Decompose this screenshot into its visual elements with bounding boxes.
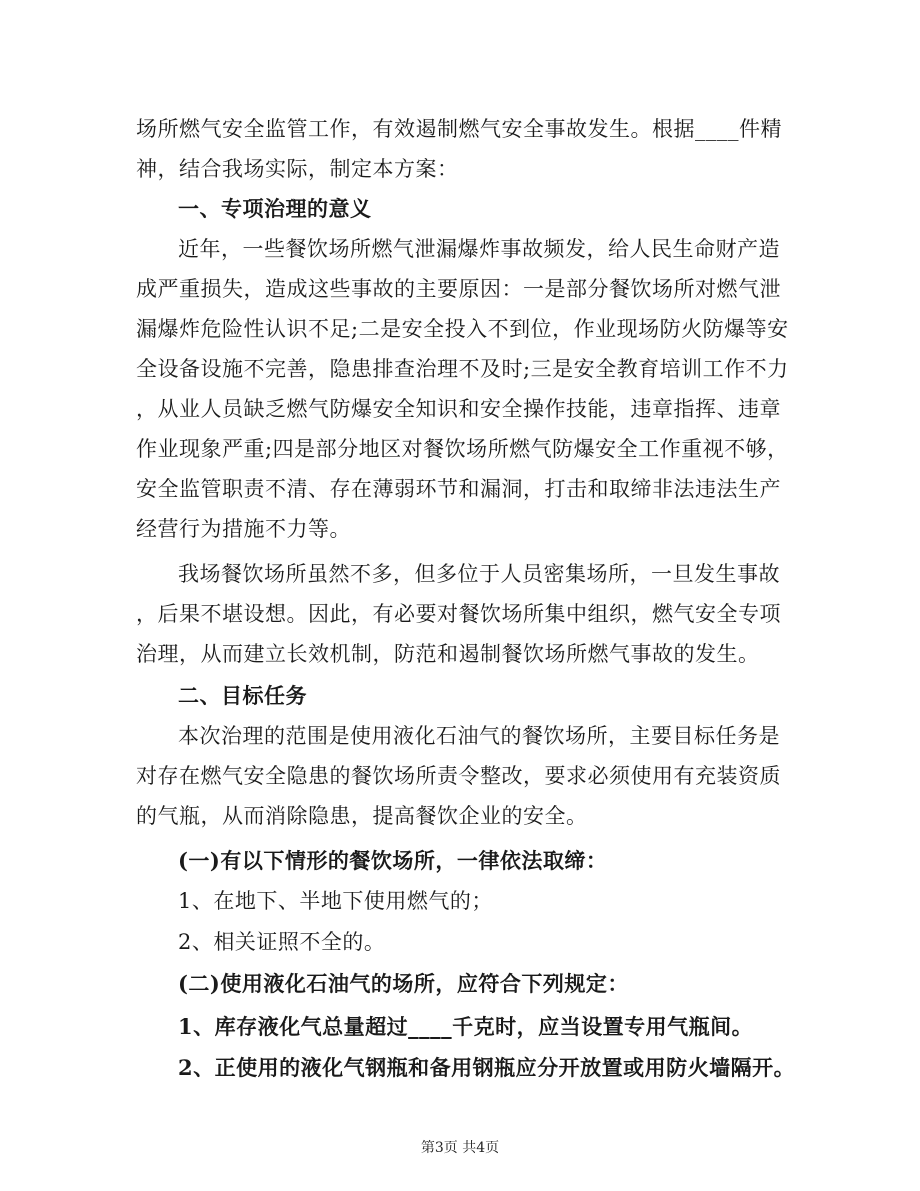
page-number: 第3页 共4页 [420, 1140, 500, 1156]
body-text-line: 漏爆炸危险性认识不足;二是安全投入不到位，作业现场防火防爆等安 [136, 317, 789, 341]
body-text-line: ，从业人员缺乏燃气防爆安全知识和安全操作技能，违章指挥、违章 [136, 397, 781, 421]
list-item: 1、在地下、半地下使用燃气的； [178, 889, 493, 913]
body-text-line: 场所燃气安全监管工作，有效遏制燃气安全事故发生。根据____件精 [136, 117, 782, 141]
body-text-line: 我场餐饮场所虽然不多，但多位于人员密集场所，一旦发生事故 [178, 562, 780, 586]
body-text-line: 作业现象严重;四是部分地区对餐饮场所燃气防爆安全工作重视不够， [136, 437, 789, 461]
section-heading-significance: 一、专项治理的意义 [178, 196, 372, 221]
body-text-line: 本次治理的范围是使用液化石油气的餐饮场所，主要目标任务是 [178, 724, 780, 748]
body-text-line: 对存在燃气安全隐患的餐饮场所责令整改，要求必须使用有充装资质 [136, 764, 781, 788]
body-text-line: 治理，从而建立长效机制，防范和遏制餐饮场所燃气事故的发生。 [136, 642, 760, 666]
list-item: 2、正使用的液化气钢瓶和备用钢瓶应分开放置或用防火墙隔开。 [178, 1055, 796, 1080]
body-text-line: 近年，一些餐饮场所燃气泄漏爆炸事故频发，给人民生命财产造 [178, 237, 780, 261]
body-text-line: 成严重损失，造成这些事故的主要原因：一是部分餐饮场所对燃气泄 [136, 277, 781, 301]
body-text-line: 安全监管职责不清、存在薄弱环节和漏洞，打击和取缔非法违法生产 [136, 477, 781, 501]
section-heading-goals: 二、目标任务 [178, 683, 307, 708]
body-text-line: 全设备设施不完善，隐患排查治理不及时;三是安全教育培训工作不力 [136, 357, 789, 381]
body-text-line: ，后果不堪设想。因此，有必要对餐饮场所集中组织，燃气安全专项 [136, 602, 781, 626]
list-item: 2、相关证照不全的。 [178, 930, 386, 954]
body-text-line: 经营行为措施不力等。 [136, 517, 351, 541]
list-item: 1、库存液化气总量超过____千克时，应当设置专用气瓶间。 [178, 1014, 754, 1039]
body-text-line: 神，结合我场实际，制定本方案： [136, 157, 459, 181]
subsection-heading-rules: (二)使用液化石油气的场所，应符合下列规定： [178, 971, 629, 996]
subsection-heading-ban: (一)有以下情形的餐饮场所，一律依法取缔： [178, 848, 608, 873]
body-text-line: 的气瓶，从而消除隐患，提高餐饮企业的安全。 [136, 804, 588, 828]
